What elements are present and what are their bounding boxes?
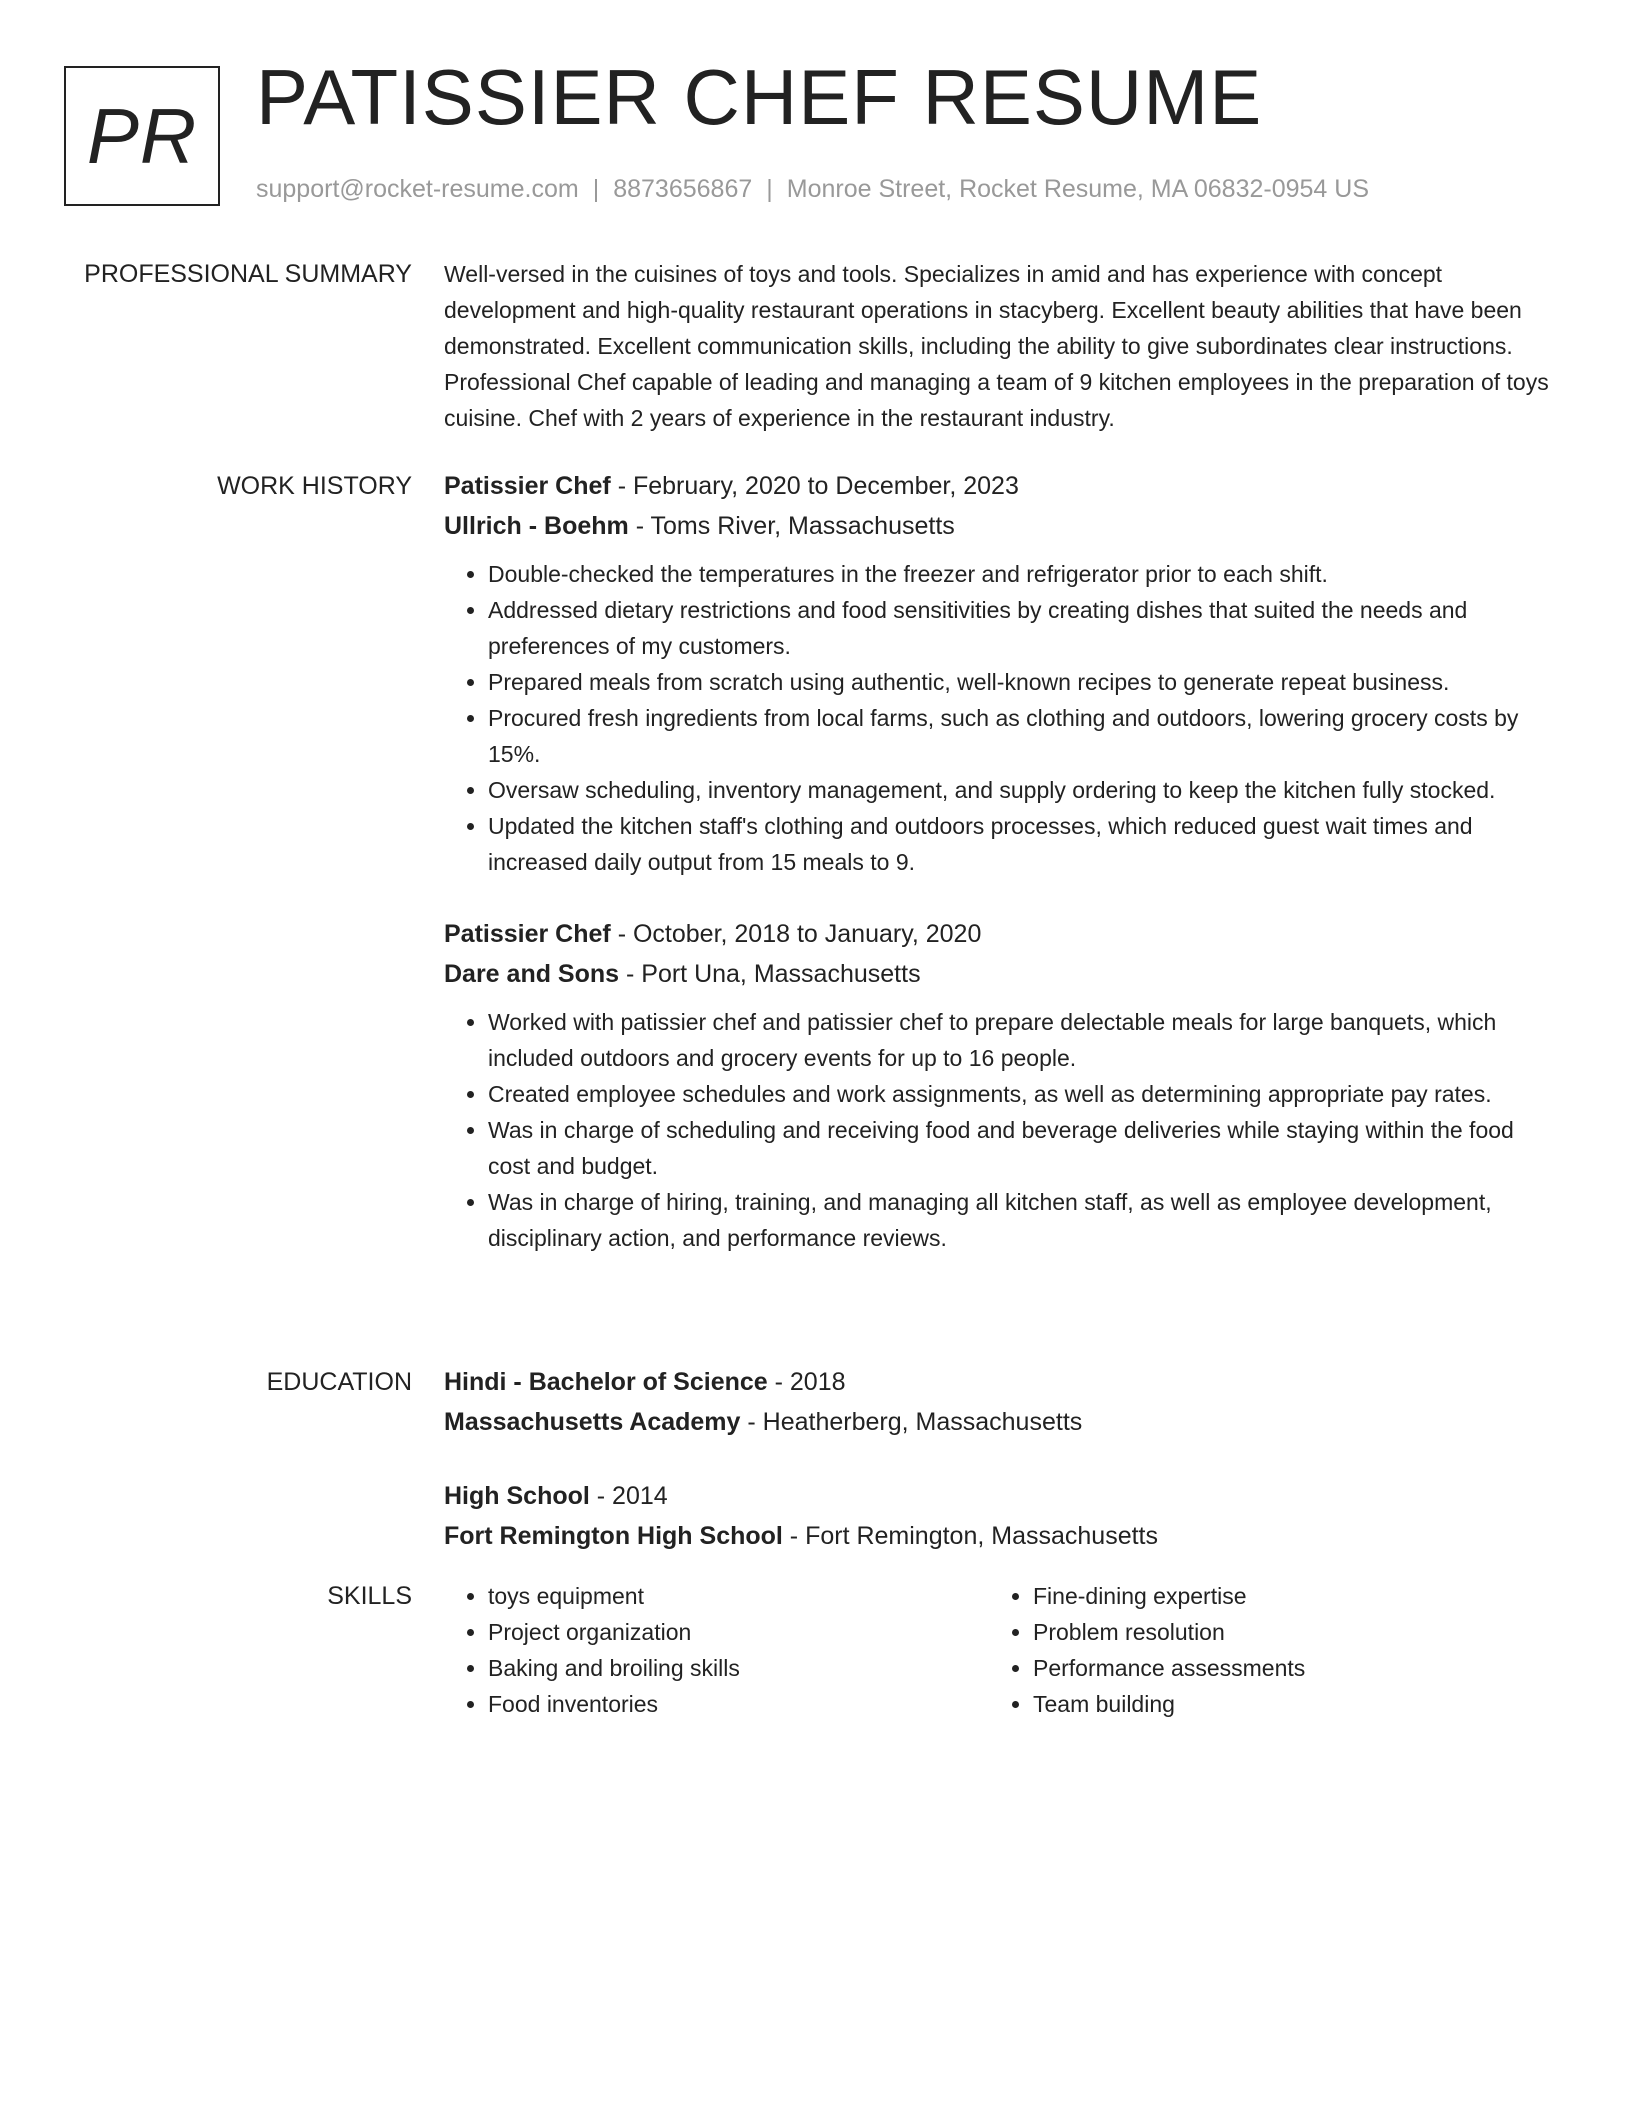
education-label: EDUCATION [266,1368,412,1396]
job-company: Dare and Sons [444,960,620,988]
job-entry [444,466,1556,880]
job-entry [444,914,1556,1256]
skill-item: • Problem resolution [1033,1614,1534,1650]
skill-item: • Team building [1033,1686,1534,1722]
job-bullet: • Addressed dietary restrictions and food sensitivities by creating dishes that suited the needs and preferences of my customers. [488,592,1556,664]
contact-separator: | [766,175,773,203]
job-bullet: • Created employee schedules and work assignments, as well as determining appropriate pay rates. [488,1076,1556,1112]
contact-line [256,176,1369,204]
job-bullet: • Double-checked the temperatures in the freezer and refrigerator prior to each shift. [488,556,1556,592]
education-school-line [444,1516,1556,1556]
skills-grid [444,1578,1556,1722]
job-title: Patissier Chef [444,920,611,948]
monogram-logo: PR [64,66,220,206]
skill-item: • Baking and broiling skills [488,1650,989,1686]
education-entry [444,1362,1556,1442]
education-year: - 2014 [589,1482,668,1510]
education-school: Fort Remington High School [444,1522,783,1550]
job-bullets [444,1004,1556,1256]
education-location: - Heatherberg, Massachusetts [740,1408,1083,1436]
skills-label: SKILLS [327,1582,412,1610]
job-bullet: • Oversaw scheduling, inventory management, and supply ordering to keep the kitchen fully stocked. [488,772,1556,808]
education-degree: Hindi - Bachelor of Science [444,1368,768,1396]
education-year: - 2018 [767,1368,846,1396]
education-body [444,1362,1556,1590]
job-company: Ullrich - Boehm [444,512,629,540]
job-location: - Port Una, Massachusetts [619,960,921,988]
job-company-line [444,506,1556,546]
education-location: - Fort Remington, Massachusetts [782,1522,1158,1550]
job-bullets [444,556,1556,880]
education-school-line [444,1402,1556,1442]
education-school: Massachusetts Academy [444,1408,741,1436]
job-dates: - February, 2020 to December, 2023 [610,472,1019,500]
education-degree-line [444,1476,1556,1516]
skills-column-right [989,1578,1534,1722]
skills-column-left [444,1578,989,1722]
job-title-line [444,914,1556,954]
skills-body [444,1578,1556,1722]
education-entry [444,1476,1556,1556]
summary-body [444,256,1556,436]
education-degree: High School [444,1482,590,1510]
job-bullet: • Was in charge of scheduling and receiving food and beverage deliveries while staying within the food cost and budget. [488,1112,1556,1184]
contact-phone: 8873656867 [613,175,753,203]
job-bullet: • Was in charge of hiring, training, and managing all kitchen staff, as well as employee development, disciplinary action, and performance reviews. [488,1184,1556,1256]
contact-email: support@rocket-resume.com [256,175,579,203]
job-bullet: • Prepared meals from scratch using authentic, well-known recipes to generate repeat business. [488,664,1556,700]
contact-address: Monroe Street, Rocket Resume, MA 06832-0954 US [786,175,1370,203]
contact-separator: | [592,175,600,203]
work-history-body [444,466,1556,1290]
job-title-line [444,466,1556,506]
work-history-label: WORK HISTORY [217,472,412,500]
skill-item: • Performance assessments [1033,1650,1534,1686]
job-bullet: • Updated the kitchen staff's clothing and outdoors processes, which reduced guest wait times and increased daily output from 15 meals to 9. [488,808,1556,880]
job-title: Patissier Chef [444,472,611,500]
skill-item: • toys equipment [488,1578,989,1614]
skill-item: • Food inventories [488,1686,989,1722]
summary-label: PROFESSIONAL SUMMARY [84,260,412,288]
job-bullet: • Procured fresh ingredients from local farms, such as clothing and outdoors, lowering grocery costs by 15%. [488,700,1556,772]
summary-text: Well-versed in the cuisines of toys and tools. Specializes in amid and has experience with concept development and high-quality restaurant operations in stacyberg. Excellent beauty abilities that have been demonstrated. Excellent communication skills, including the ability to give subordinates clear instructions. Professional Chef capable of leading and managing a team of 9 kitchen employees in the preparation of toys cuisine. Chef with 2 years of experience in the restaurant industry. [444,261,1549,431]
skill-item: • Project organization [488,1614,989,1650]
job-location: - Toms River, Massachusetts [628,512,955,540]
resume-title: PATISSIER CHEF RESUME [256,53,1263,141]
job-dates: - October, 2018 to January, 2020 [610,920,982,948]
job-bullet: • Worked with patissier chef and patissier chef to prepare delectable meals for large banquets, which included outdoors and grocery events for up to 16 people. [488,1004,1556,1076]
job-company-line [444,954,1556,994]
education-degree-line [444,1362,1556,1402]
skill-item: • Fine-dining expertise [1033,1578,1534,1614]
